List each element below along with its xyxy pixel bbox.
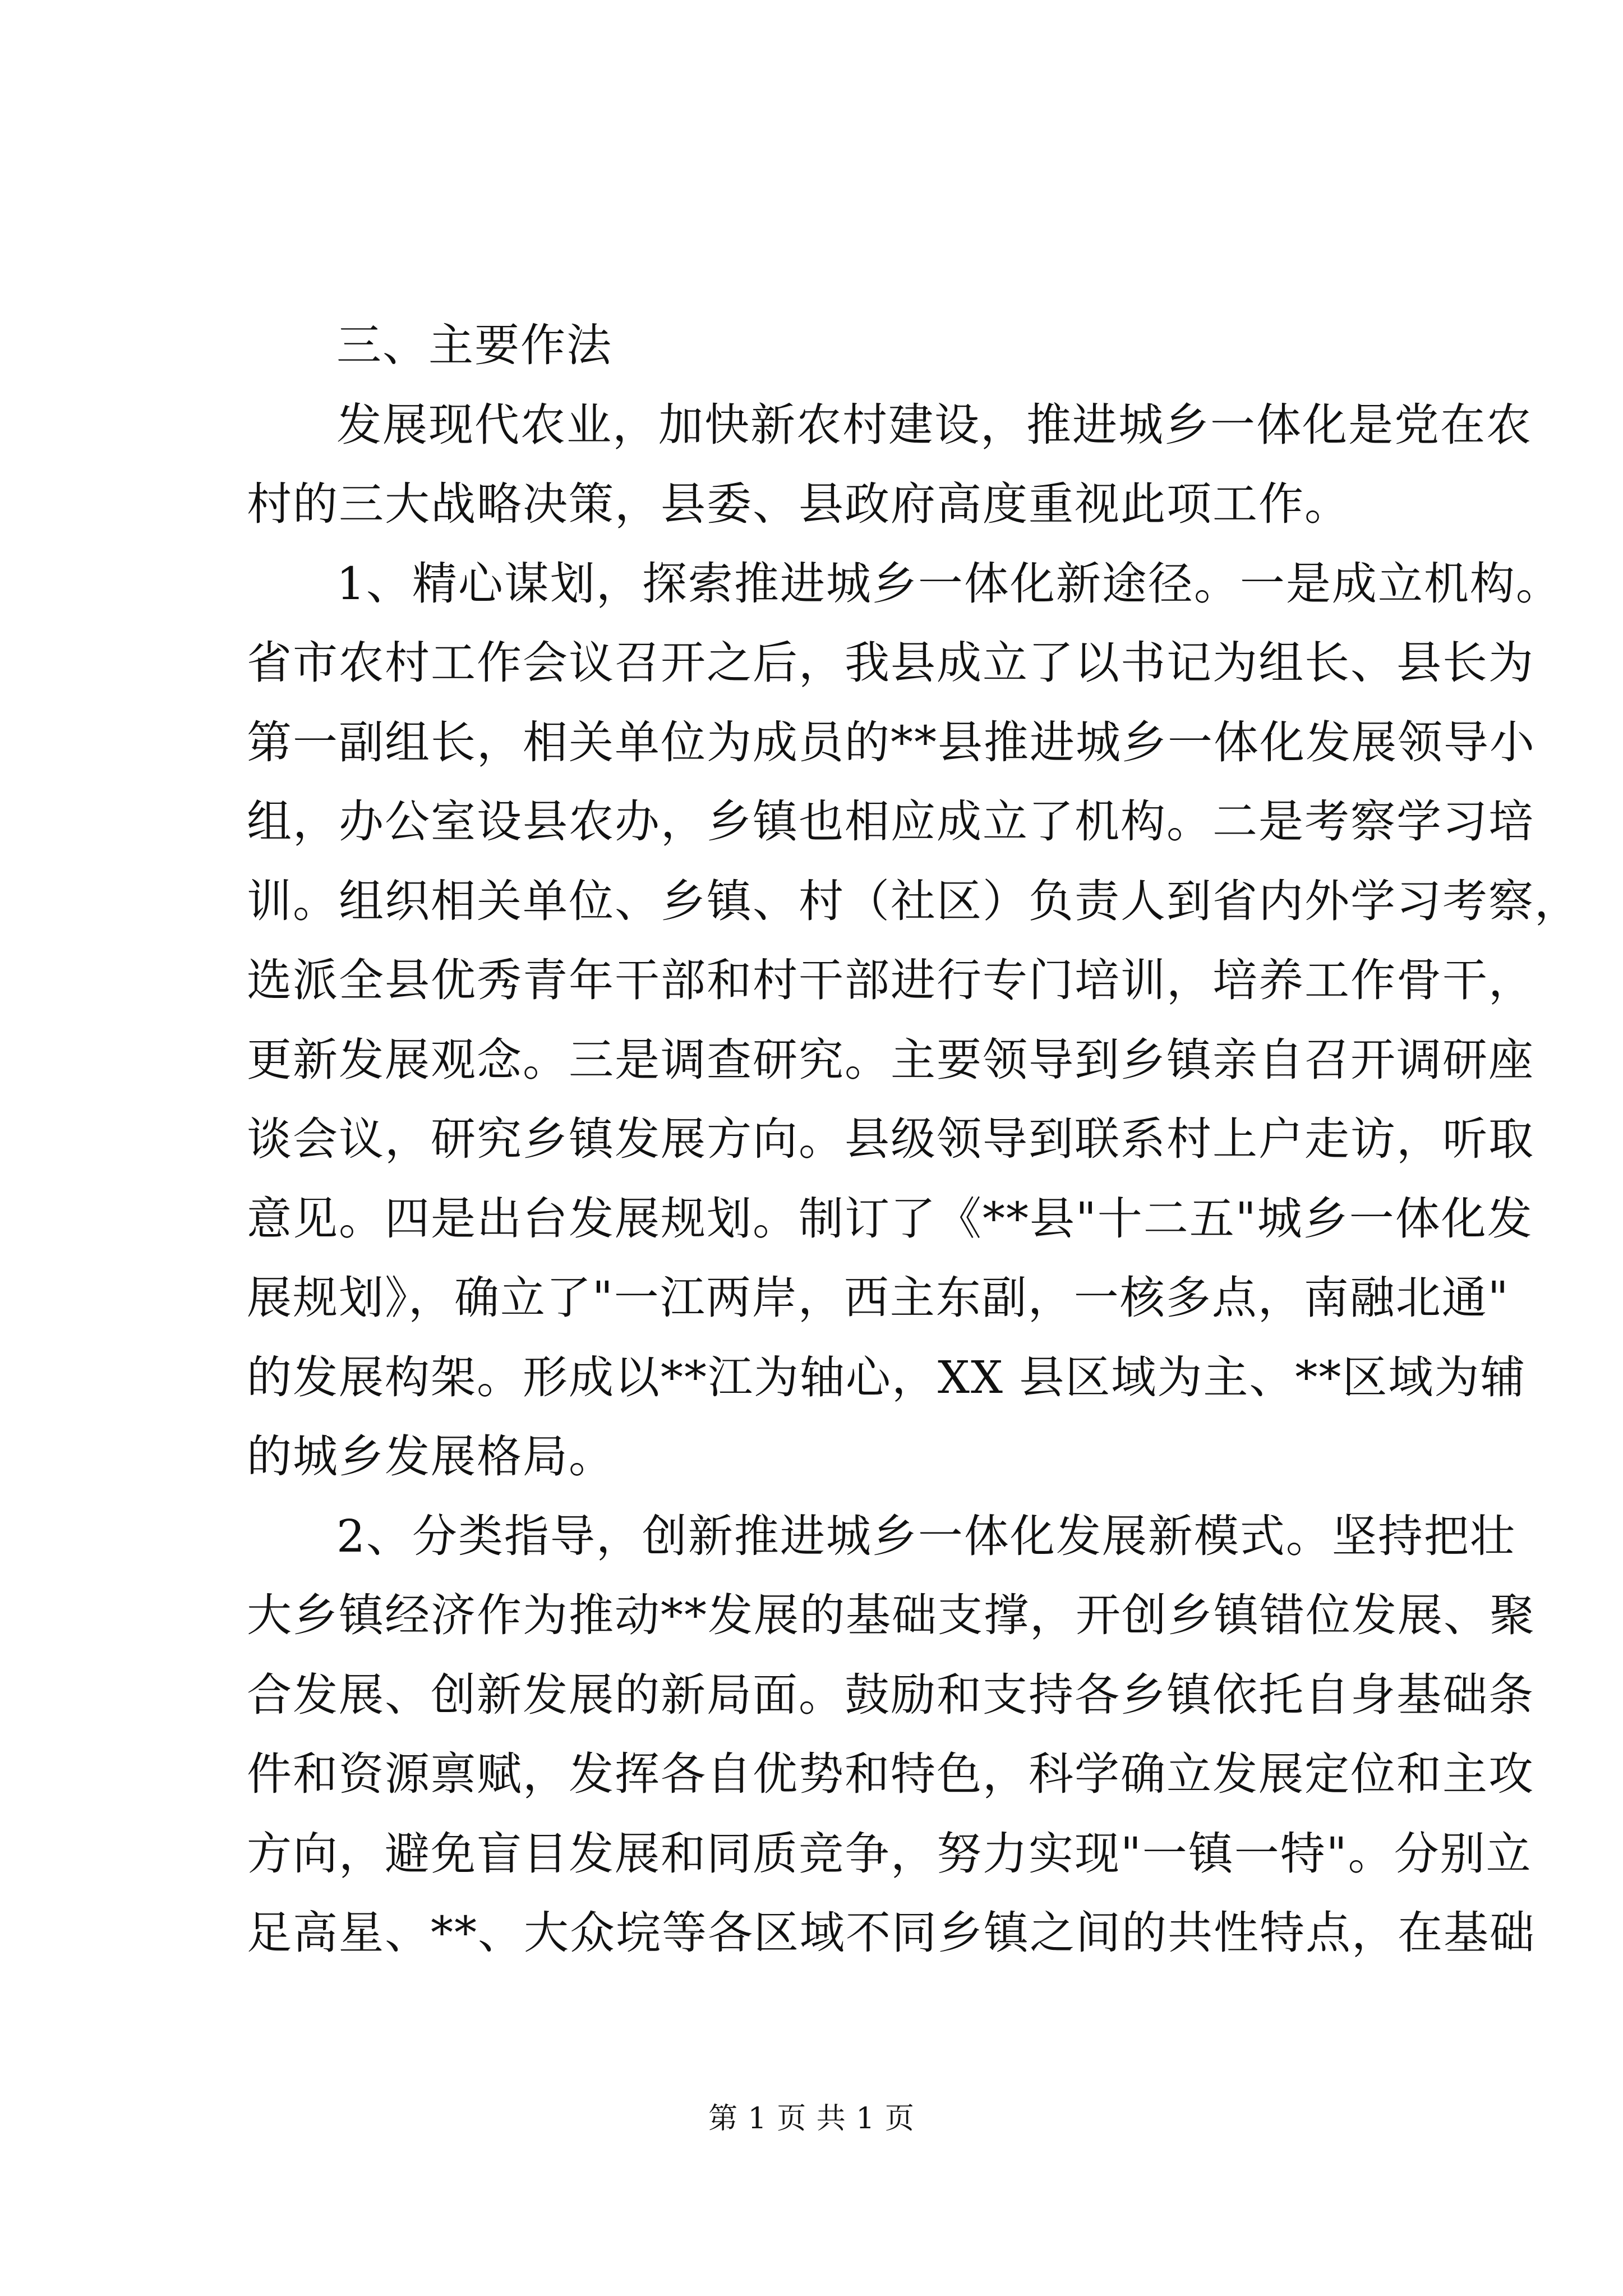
page-footer: 第 1 页 共 1 页 bbox=[708, 2102, 915, 2136]
paragraph-item-2 bbox=[247, 1497, 1536, 1973]
paragraph-line: 足高星、**、大众垸等各区域不同乡镇之间的共性特点，在基础 bbox=[247, 1907, 1536, 1959]
paragraph-line: 发展现代农业，加快新农村建设，推进城乡一体化是党在农 bbox=[336, 398, 1532, 451]
paragraph-line: 训。组织相关单位、乡镇、村（社区）负责人到省内外学习考察， bbox=[247, 875, 1580, 927]
paragraph-line: 谈会议，研究乡镇发展方向。县级领导到联系村上户走访，听取 bbox=[247, 1113, 1534, 1165]
paragraph-line: 1、精心谋划，探索推进城乡一体化新途径。一是成立机构。 bbox=[336, 557, 1562, 610]
paragraph-line: 村的三大战略决策，县委、县政府高度重视此项工作。 bbox=[247, 478, 1350, 530]
paragraph-line: 第一副组长，相关单位为成员的**县推进城乡一体化发展领导小 bbox=[247, 716, 1536, 769]
paragraph-line: 意见。四是出台发展规划。制订了《**县"十二五"城乡一体化发 bbox=[247, 1192, 1533, 1245]
paragraph-line: 合发展、创新发展的新局面。鼓励和支持各乡镇依托自身基础条 bbox=[247, 1668, 1534, 1721]
paragraph-line: 的城乡发展格局。 bbox=[247, 1430, 615, 1483]
paragraph-line: 展规划》，确立了"一江两岸，西主东副，一核多点，南融北通" bbox=[247, 1272, 1510, 1324]
paragraph-line: 组，办公室设县农办，乡镇也相应成立了机构。二是考察学习培 bbox=[247, 795, 1534, 848]
paragraph-line: 的发展构架。形成以**江为轴心，XX 县区域为主、**区域为辅 bbox=[247, 1351, 1527, 1404]
paragraph-intro bbox=[247, 385, 1532, 544]
section-heading: 三、主要作法 bbox=[336, 319, 612, 371]
paragraph-line: 选派全县优秀青年干部和村干部进行专门培训，培养工作骨干， bbox=[247, 954, 1534, 1006]
paragraph-line: 2、分类指导，创新推进城乡一体化发展新模式。坚持把壮 bbox=[336, 1510, 1516, 1562]
paragraph-line: 更新发展观念。三是调查研究。主要领导到乡镇亲自召开调研座 bbox=[247, 1033, 1534, 1086]
paragraph-line: 省市农村工作会议召开之后，我县成立了以书记为组长、县长为 bbox=[247, 637, 1534, 689]
paragraph-item-1 bbox=[247, 544, 1580, 1497]
paragraph-line: 件和资源禀赋，发挥各自优势和特色，科学确立发展定位和主攻 bbox=[247, 1748, 1534, 1800]
paragraph-line: 方向，避免盲目发展和同质竞争，努力实现"一镇一特"。分别立 bbox=[247, 1827, 1532, 1880]
paragraph-line: 大乡镇经济作为推动**发展的基础支撑，开创乡镇错位发展、聚 bbox=[247, 1589, 1536, 1641]
document-body bbox=[247, 306, 1580, 1973]
